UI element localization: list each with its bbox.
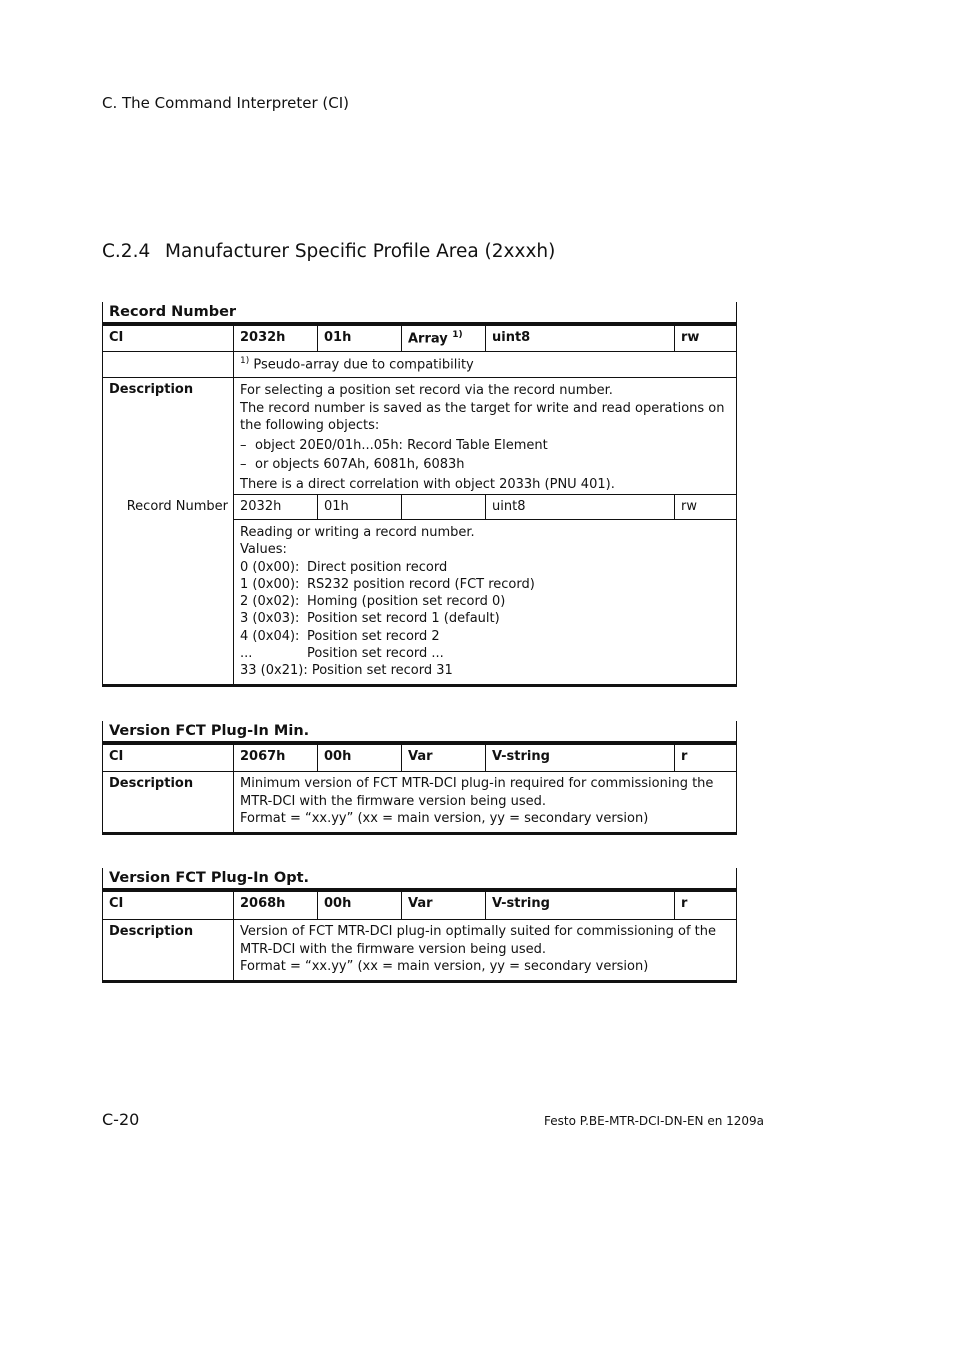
sub-description-text: Reading or writing a record number. Values: 0 (0x00): Direct position record 1 (0x00): RS232 position record (FCT record) 2 (0x02): Homing (position set record 0) 3 (0x03): Position set record 1 (default) 4 (0x04): Position set record 2 ... Position set record ... 33 (0x21): Position set record 31 (234, 520, 736, 684)
section-number: C.2.4 (102, 241, 151, 262)
value-item: ... Position set record ... (240, 646, 444, 662)
footnote: $^{1)}$ Pseudo-array due to compatibility (240, 356, 474, 373)
description-row (102, 772, 737, 835)
ci-row: CI 2068h 00h Var V-string r (102, 892, 737, 920)
description-text: Minimum version of FCT MTR-DCI plug-in required for commissioning the MTR-DCI with the firmware version being used. Format = “xx.yy” (xx = main version, yy = secondary version) (240, 776, 714, 826)
table-title: Version FCT Plug-In Min. (102, 721, 737, 745)
ci-label: CI (103, 326, 234, 351)
value-item: 3 (0x03): Position set record 1 (default) (240, 611, 500, 627)
ci-data-type: uint8 (486, 326, 675, 351)
footnote-ref: 1) (452, 330, 463, 340)
sub-description-row (102, 520, 737, 687)
ci-subindex: 01h (318, 326, 402, 351)
document-reference: Festo P.BE-MTR-DCI-DN-EN en 1209a (544, 1114, 765, 1128)
value-item-last: 33 (0x21): Position set record 31 (240, 663, 453, 679)
fct-opt-table (102, 868, 737, 983)
description-row (102, 920, 737, 983)
section-heading: Manufacturer Specific Profile Area (2xxxh) (165, 241, 556, 262)
table-title: Record Number (102, 302, 737, 326)
running-header: C. The Command Interpreter (CI) (102, 94, 349, 112)
ci-row (102, 326, 737, 352)
value-item: 0 (0x00): Direct position record (240, 559, 448, 575)
page-number: C-20 (102, 1110, 140, 1129)
ci-object-type: Array $^{1)}$ (402, 326, 486, 351)
value-item: 4 (0x04): Position set record 2 (240, 628, 440, 644)
fct-min-table (102, 721, 737, 835)
sub-label: Record Number (103, 495, 234, 520)
description-label: Description (103, 920, 234, 980)
description-text: Version of FCT MTR-DCI plug-in optimally suited for commissioning of the MTR-DCI with the firmware version being used. Format = “xx.yy” (xx = main version, yy = secondary version) (240, 924, 716, 974)
table-title: Version FCT Plug-In Opt. (102, 868, 737, 892)
footnote-row (102, 352, 737, 378)
description-label: Description (103, 772, 234, 832)
ci-access: rw (681, 330, 700, 345)
ci-row: CI 2067h 00h Var V-string r (102, 745, 737, 772)
record-number-table (102, 302, 737, 687)
ci-index: 2032h (234, 326, 318, 351)
sub-ci-row: Record Number 2032h 01h uint8 rw (102, 495, 737, 520)
description-label: Description (103, 378, 234, 495)
value-item: 2 (0x02): Homing (position set record 0) (240, 594, 506, 610)
section-title (102, 241, 555, 262)
description-row (102, 378, 737, 495)
description-text: For selecting a position set record via the record number. The record number is saved as the target for write and read operations on the following objects: – object 20E0/01h...05h: Record Table Element – or objects 607Ah, 6081h, 6083h There is a direct correlation with object 2033h (PNU 401). (234, 378, 736, 495)
value-item: 1 (0x00): RS232 position record (FCT record) (240, 576, 535, 592)
